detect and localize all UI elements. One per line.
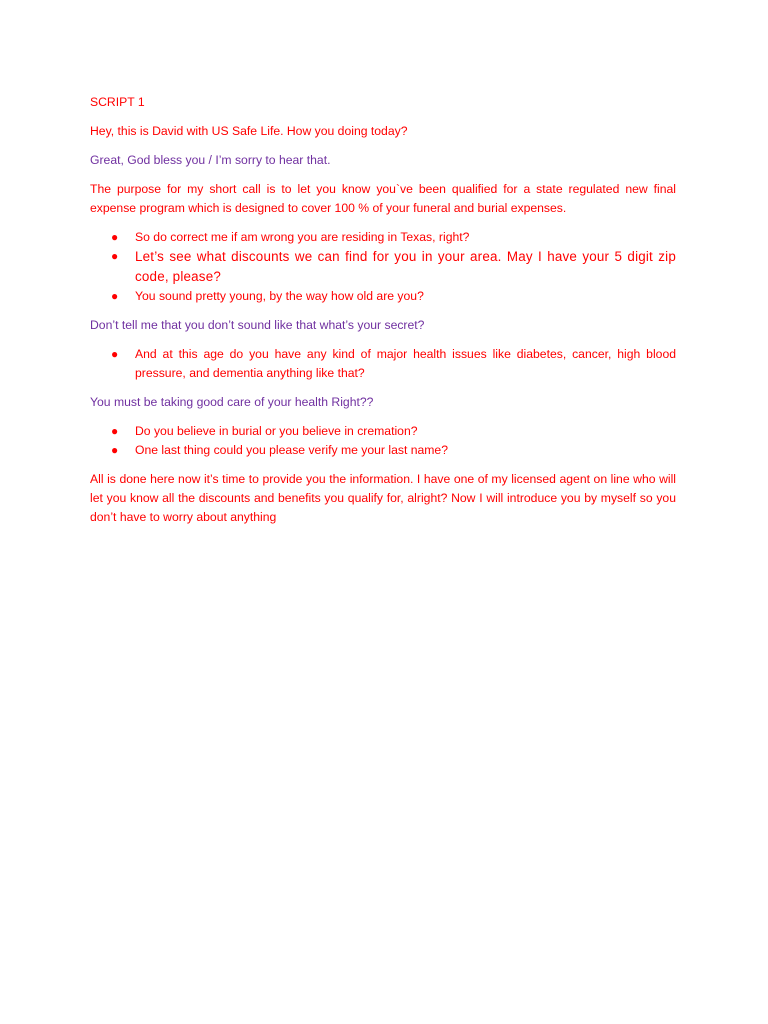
bullet-icon: ●	[111, 289, 119, 303]
bullet-icon: ●	[111, 347, 119, 361]
question-list-2	[90, 345, 676, 383]
document-body	[90, 93, 676, 537]
list-item-text: One last thing could you please verify me your last name?	[135, 443, 448, 457]
bullet-icon: ●	[111, 443, 119, 457]
list-item	[90, 422, 676, 441]
question-list-3	[90, 422, 676, 460]
script-heading: SCRIPT 1	[90, 95, 145, 109]
bullet-icon: ●	[111, 424, 119, 438]
list-item	[90, 441, 676, 460]
list-item-text: You sound pretty young, by the way how old are you?	[135, 289, 424, 303]
question-list-1	[90, 228, 676, 306]
health-line: You must be taking good care of your health Right??	[90, 395, 374, 409]
purpose-paragraph: The purpose for my short call is to let you know you`ve been qualified for a state regulated new final expense program which is designed to cover 100 % of your funeral and burial expenses.	[90, 182, 676, 215]
list-item-text: And at this age do you have any kind of major health issues like diabetes, cancer, high blood pressure, and dementia anything like that?	[135, 347, 676, 380]
list-item	[90, 247, 676, 287]
bullet-icon: ●	[111, 249, 119, 263]
list-item	[90, 287, 676, 306]
secret-line: Don’t tell me that you don’t sound like that what’s your secret?	[90, 318, 425, 332]
bullet-icon: ●	[111, 230, 119, 244]
list-item-text: Let’s see what discounts we can find for you in your area. May I have your 5 digit zip code, please?	[135, 249, 676, 284]
list-item	[90, 345, 676, 383]
closing-paragraph: All is done here now it’s time to provide you the information. I have one of my licensed agent on line who will let you know all the discounts and benefits you qualify for, alright? Now I will introduce you by myself so you don’t have to worry about anything	[90, 472, 676, 524]
list-item-text: Do you believe in burial or you believe in cremation?	[135, 424, 418, 438]
list-item-text: So do correct me if am wrong you are residing in Texas, right?	[135, 230, 470, 244]
list-item	[90, 228, 676, 247]
response-line: Great, God bless you / I’m sorry to hear that.	[90, 153, 331, 167]
greeting-line: Hey, this is David with US Safe Life. How you doing today?	[90, 124, 408, 138]
